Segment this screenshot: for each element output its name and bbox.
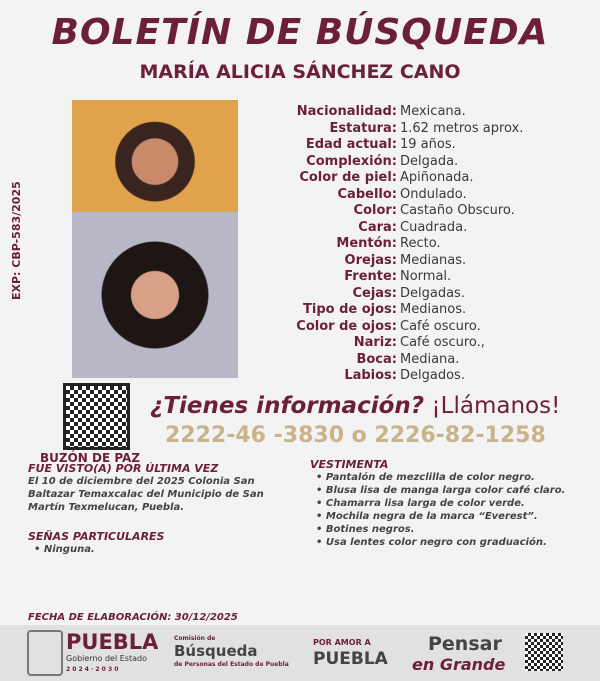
- detail-value: Castaño Obscuro.: [400, 203, 515, 218]
- detail-value: Ondulado.: [400, 186, 467, 202]
- cta: [150, 393, 560, 419]
- detail-row: [250, 236, 523, 253]
- detail-row: [250, 286, 523, 303]
- photo-1: [72, 100, 238, 212]
- detail-row: [250, 170, 523, 187]
- detail-value: Delgados.: [400, 368, 465, 383]
- detail-label: Cara:: [358, 219, 397, 235]
- detail-label: Edad actual:: [305, 137, 397, 152]
- en-grande-logo: en Grande: [412, 655, 506, 674]
- pensar-logo: Pensar: [428, 633, 502, 655]
- detail-row: [250, 137, 523, 154]
- vestimenta-heading: VESTIMENTA: [310, 458, 389, 471]
- detail-label: Labios:: [344, 368, 397, 383]
- detail-label: Color de ojos:: [296, 318, 397, 334]
- last-seen-text: El 10 de diciembre del 2025 Colonia San Baltazar Temaxcalac del Municipio de San Martín Texmelucan, Puebla.: [28, 476, 264, 513]
- detail-label: Color de piel:: [299, 170, 397, 185]
- last-seen-heading: FUE VISTO(A) POR ÚLTIMA VEZ: [28, 462, 219, 475]
- detail-label: Frente:: [344, 269, 397, 284]
- footer-logos: [0, 625, 600, 681]
- detail-value: Apiñonada.: [400, 170, 474, 185]
- detail-value: Delgadas.: [400, 285, 465, 301]
- detail-row: [250, 154, 523, 171]
- detail-label: Mentón:: [336, 236, 397, 251]
- detail-value: Mexicana.: [400, 104, 466, 119]
- detail-value: Café oscuro.: [400, 318, 481, 334]
- footer-qr-code[interactable]: [525, 633, 563, 671]
- detail-row: [250, 104, 523, 121]
- detail-value: Medianas.: [400, 252, 467, 268]
- detail-label: Complexión:: [306, 153, 397, 169]
- detail-value: Mediana.: [400, 351, 460, 367]
- last-seen-section: [28, 462, 298, 514]
- busqueda-label: Búsqueda: [174, 642, 258, 660]
- senas-section: [28, 530, 164, 556]
- vestimenta-item: • Mochila negra de la marca “Everest”.: [316, 510, 565, 523]
- detail-row: [250, 121, 523, 138]
- years-label: 2 0 2 4 · 2 0 3 0: [66, 666, 119, 673]
- detail-label: Boca:: [356, 351, 397, 367]
- detail-row: [250, 302, 523, 319]
- comision-label: Comisión de: [174, 635, 216, 642]
- puebla-logo: PUEBLA: [66, 630, 159, 654]
- page-title: BOLETÍN DE BÚSQUEDA: [51, 12, 549, 53]
- details-list: [250, 104, 523, 385]
- detail-row: [250, 269, 523, 286]
- photo-2: [72, 212, 238, 378]
- cta-question: ¿Tienes información?: [150, 393, 425, 419]
- vestimenta-item: • Chamarra lisa larga de color verde.: [316, 497, 565, 510]
- detail-label: Color:: [353, 203, 397, 218]
- vestimenta-item: • Botines negros.: [316, 523, 565, 536]
- person-name: MARÍA ALICIA SÁNCHEZ CANO: [139, 61, 461, 83]
- por-amor-puebla-logo: PUEBLA: [313, 649, 388, 669]
- detail-value: 19 años.: [400, 137, 456, 152]
- senas-heading: SEÑAS PARTICULARES: [28, 530, 165, 543]
- detail-value: Medianos.: [400, 302, 467, 317]
- detail-label: Nacionalidad:: [296, 104, 397, 119]
- phone-numbers[interactable]: 2222-46 -3830 o 2226-82-1258: [165, 423, 546, 448]
- fecha-elaboracion: FECHA DE ELABORACIÓN: 30/12/2025: [28, 612, 238, 623]
- detail-row: [250, 319, 523, 336]
- detail-value: Normal.: [400, 269, 452, 284]
- vestimenta-item: • Blusa lisa de manga larga color café claro.: [316, 484, 565, 497]
- detail-value: Cuadrada.: [400, 219, 468, 235]
- vestimenta-section: [310, 458, 565, 549]
- coat-of-arms-icon: [27, 630, 63, 676]
- personas-label: de Personas del Estado de Puebla: [174, 661, 289, 668]
- cta-call: ¡Llámanos!: [424, 393, 561, 419]
- detail-row: [250, 187, 523, 204]
- por-amor-label: POR AMOR A: [313, 638, 371, 647]
- qr-code[interactable]: [63, 383, 130, 450]
- senas-item: • Ninguna.: [34, 543, 164, 556]
- detail-label: Tipo de ojos:: [303, 302, 397, 317]
- detail-value: Recto.: [400, 236, 441, 251]
- detail-value: 1.62 metros aprox.: [400, 120, 524, 136]
- detail-label: Nariz:: [353, 335, 397, 350]
- detail-row: [250, 352, 523, 369]
- detail-row: [250, 368, 523, 385]
- detail-value: Delgada.: [400, 153, 459, 169]
- vestimenta-item: • Pantalón de mezclilla de color negro.: [316, 471, 565, 484]
- detail-row: [250, 220, 523, 237]
- detail-value: Café oscuro.,: [400, 335, 485, 350]
- expediente-number: EXP: CBP-583/2025: [10, 181, 23, 300]
- detail-row: [250, 253, 523, 270]
- detail-row: [250, 203, 523, 220]
- detail-label: Estatura:: [329, 120, 397, 136]
- detail-label: Orejas:: [344, 252, 397, 268]
- detail-row: [250, 335, 523, 352]
- buzon-label: BUZÓN DE PAZ: [39, 451, 141, 465]
- gobierno-label: Gobierno del Estado: [66, 654, 147, 663]
- detail-label: Cejas:: [352, 285, 397, 301]
- detail-label: Cabello:: [337, 186, 397, 202]
- vestimenta-item: • Usa lentes color negro con graduación.: [316, 536, 565, 549]
